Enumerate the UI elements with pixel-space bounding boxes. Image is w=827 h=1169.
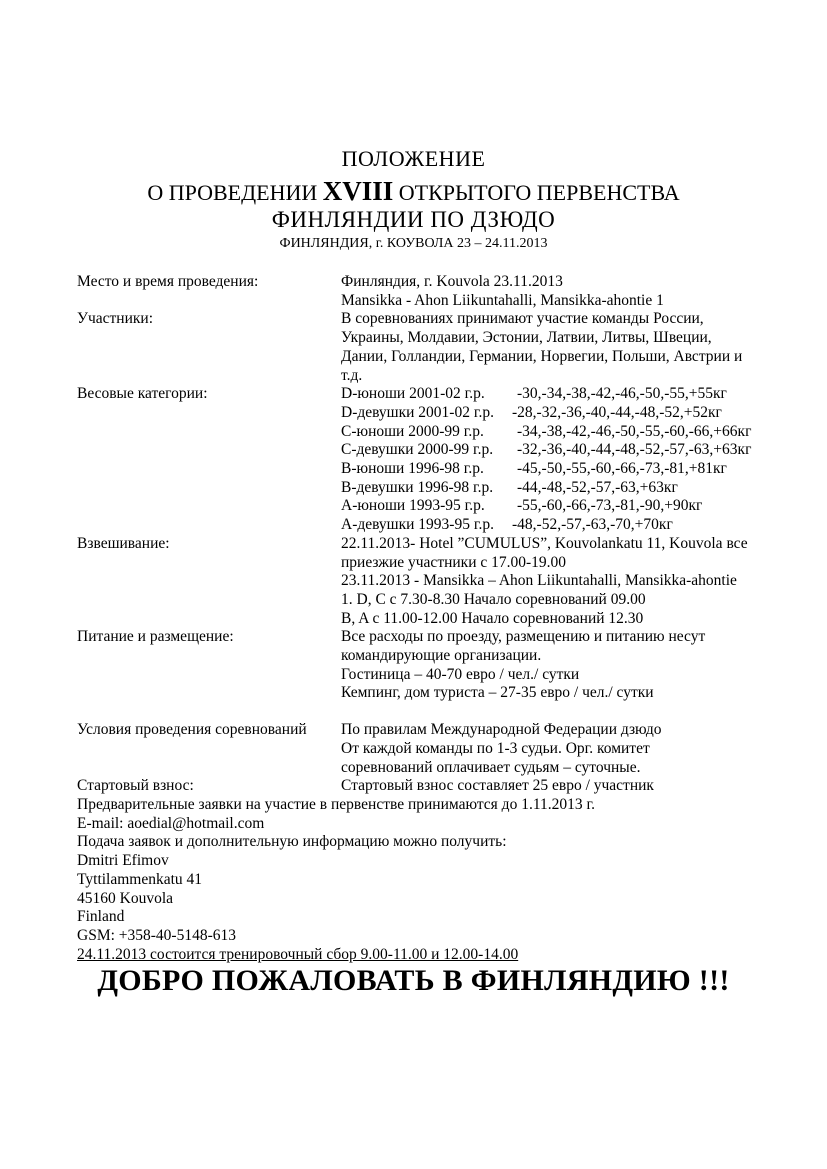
contact-street: Tyttilammenkatu 41: [77, 870, 203, 888]
contact-intro: Подача заявок и дополнительную информацию можно получить:: [77, 833, 507, 851]
weight-category: [341, 441, 807, 460]
fee-row: [77, 777, 807, 796]
weight-category: [341, 516, 807, 535]
contact-city: 45160 Kouvola: [77, 889, 174, 907]
weights-row: [77, 385, 807, 535]
weight-category-name: C-юноши 2000-99 г.р.: [341, 422, 484, 440]
weight-category-name: B-девушки 1996-98 г.р.: [341, 478, 494, 496]
weight-category-name: A-девушки 1993-95 г.р.: [341, 516, 494, 534]
food-line: Гостиница – 40-70 евро / чел./ сутки: [341, 665, 580, 683]
weight-category-values: -48,-52,-57,-63,-70,+70кг: [512, 516, 673, 534]
weight-category-name: D-юноши 2001-02 г.р.: [341, 385, 485, 403]
section-spacer: [77, 703, 807, 721]
applications-deadline: Предварительные заявки на участие в первенстве принимаются до 1.11.2013 г.: [77, 795, 595, 813]
participants-line: Дании, Голландии, Германии, Норвегии, Польши, Австрии и: [341, 347, 743, 365]
training-note: 24.11.2013 состоится тренировочный сбор 9.00-11.00 и 12.00-14.00: [77, 945, 519, 963]
weight-category-values: -55,-60,-66,-73,-81,-90,+90кг: [517, 497, 703, 515]
doc-location-date: ФИНЛЯНДИЯ, г. КОУВОЛА 23 – 24.11.2013: [279, 236, 548, 251]
doc-subtitle-line2: ФИНЛЯНДИИ ПО ДЗЮДО: [271, 207, 556, 232]
weights-value: [341, 385, 807, 535]
doc-title: ПОЛОЖЕНИЕ: [341, 146, 486, 171]
weighin-line: приезжие участники с 17.00-19.00: [341, 553, 567, 571]
venue-line: Финляндия, г. Kouvola 23.11.2013: [341, 273, 563, 290]
venue-line: Mansikka - Ahon Liikuntahalli, Mansikka-ahontie 1: [341, 291, 664, 309]
weight-category-values: -28,-32,-36,-40,-44,-48,-52,+52кг: [512, 403, 722, 421]
weight-category-name: D-девушки 2001-02 г.р.: [341, 403, 494, 421]
contact-email: E-mail: aoedial@hotmail.com: [77, 814, 265, 832]
weight-category: [341, 479, 807, 498]
participants-label: Участники:: [77, 310, 154, 328]
participants-line: т.д.: [341, 366, 363, 384]
weighin-row: [77, 535, 807, 629]
weighin-value: [341, 535, 807, 629]
contact-gsm: GSM: +358-40-5148-613: [77, 926, 237, 944]
weighin-line: 1. D, C с 7.30-8.30 Начало соревнований 09.00: [341, 590, 646, 608]
weighin-line: 22.11.2013- Hotel ”CUMULUS”, Kouvolankatu 11, Kouvola все: [341, 534, 748, 552]
weight-category: [341, 460, 807, 479]
weight-category-values: -32,-36,-40,-44,-48,-52,-57,-63,+63кг: [517, 441, 752, 459]
doc-subtitle: [0, 176, 827, 207]
weight-category-values: -34,-38,-42,-46,-50,-55,-60,-66,+66кг: [517, 422, 752, 440]
venue-row: [77, 273, 807, 310]
weight-category-values: -45,-50,-55,-60,-66,-73,-81,+81кг: [517, 460, 727, 478]
participants-line: Украины, Молдавии, Эстонии, Латвии, Литвы, Швеции,: [341, 329, 712, 347]
rules-value: [341, 721, 807, 777]
weight-category-name: B-юноши 1996-98 г.р.: [341, 460, 484, 478]
weights-label: Весовые категории:: [77, 385, 208, 403]
info-table: [77, 273, 807, 964]
rules-line: По правилам Международной Федерации дзюдо: [341, 721, 662, 739]
weighin-line: B, A с 11.00-12.00 Начало соревнований 12.30: [341, 609, 644, 627]
food-row: [77, 628, 807, 703]
weighin-label: Взвешивание:: [77, 534, 170, 552]
food-label: Питание и размещение:: [77, 628, 234, 646]
subtitle-before: О ПРОВЕДЕНИИ: [147, 180, 323, 205]
venue-label: Место и время проведения:: [77, 273, 259, 290]
rules-row: [77, 721, 807, 777]
welcome-banner: ДОБРО ПОЖАЛОВАТЬ В ФИНЛЯНДИЮ !!!: [97, 964, 730, 997]
contact-name: Dmitri Efimov: [77, 852, 169, 870]
weight-category-name: A-юноши 1993-95 г.р.: [341, 497, 485, 515]
rules-label: Условия проведения соревнований: [77, 721, 307, 739]
subtitle-roman: XVIII: [322, 176, 394, 206]
food-value: [341, 628, 807, 703]
participants-row: [77, 310, 807, 385]
fee-value: Стартовый взнос составляет 25 евро / участник: [341, 777, 654, 795]
participants-value: [341, 310, 807, 385]
food-line: Все расходы по проезду, размещению и питанию несут: [341, 628, 706, 646]
participants-line: В соревнованиях принимают участие команды России,: [341, 310, 704, 328]
weight-category: [341, 385, 807, 404]
weight-category: [341, 404, 807, 423]
venue-value: [341, 273, 807, 310]
weight-category-name: C-девушки 2000-99 г.р.: [341, 441, 494, 459]
food-line: командирующие организации.: [341, 647, 542, 665]
weight-category-values: -44,-48,-52,-57,-63,+63кг: [517, 478, 678, 496]
weight-category-values: -30,-34,-38,-42,-46,-50,-55,+55кг: [517, 385, 727, 403]
food-line: Кемпинг, дом туриста – 27-35 евро / чел./ сутки: [341, 684, 654, 702]
contact-country: Finland: [77, 908, 125, 926]
rules-line: От каждой команды по 1-3 судьи. Орг. комитет: [341, 739, 650, 757]
weight-category: [341, 423, 807, 442]
weight-category: [341, 497, 807, 516]
rules-line: соревнований оплачивает судьям – суточные.: [341, 758, 641, 776]
fee-label: Стартовый взнос:: [77, 777, 194, 795]
subtitle-after: ОТКРЫТОГО ПЕРВЕНСТВА: [393, 180, 680, 205]
weighin-line: 23.11.2013 - Mansikka – Ahon Liikuntahalli, Mansikka-ahontie: [341, 572, 737, 590]
